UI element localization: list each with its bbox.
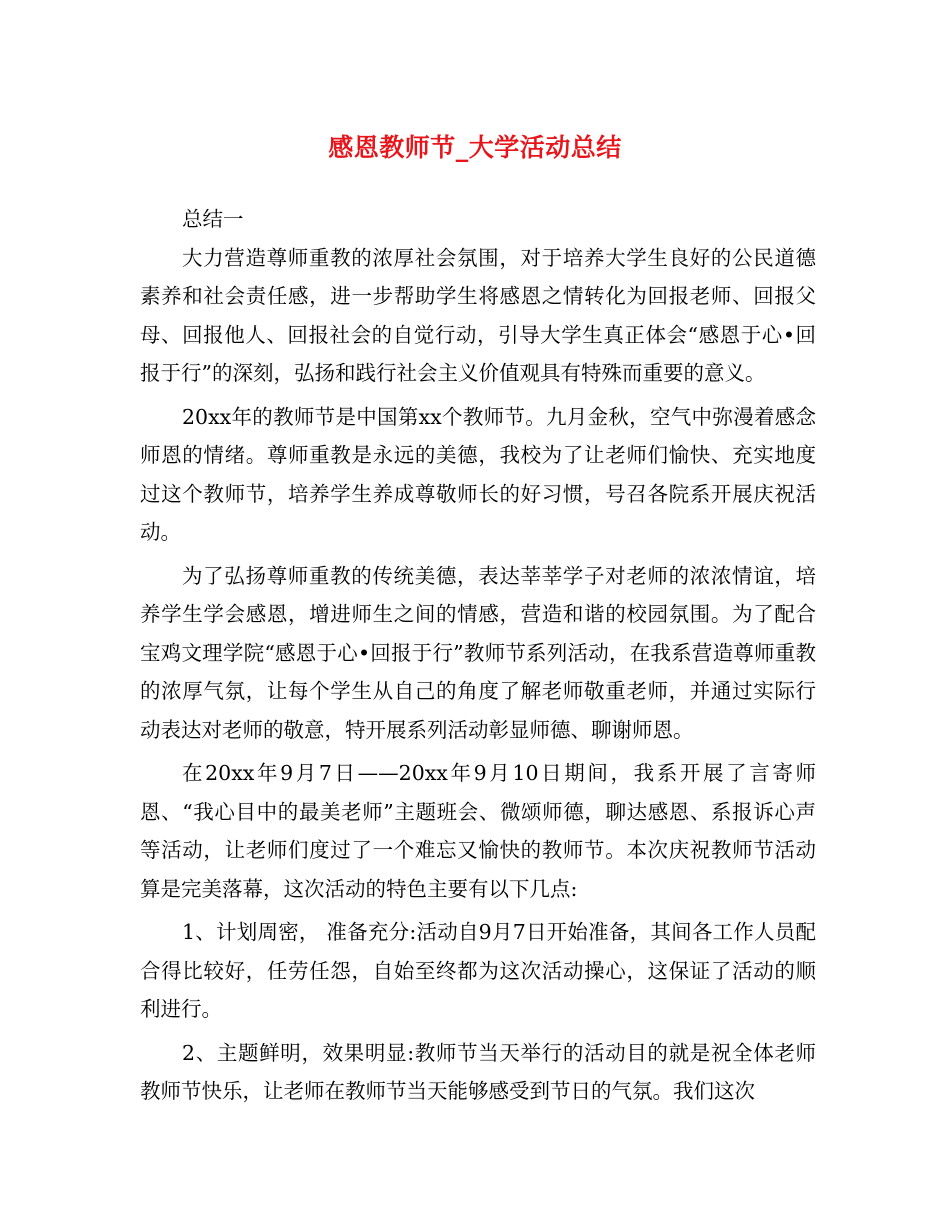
section-label: 总结一 (182, 207, 244, 231)
paragraph-4: 在20xx年9月7日——20xx年9月10日期间，我系开展了言寄师恩、“我心目中的最美老师”主题班会、微颂师德，聊达感恩、系报诉心声等活动，让老师们度过了一个难忘又愉快的教师节。本次庆祝教师节活动算是完美落幕，这次活动的特色主要有以下几点: (140, 761, 816, 901)
paragraph-1: 大力营造尊师重教的浓厚社会氛围，对于培养大学生良好的公民道德素养和社会责任感，进一步帮助学生将感恩之情转化为回报老师、回报父母、回报他人、回报社会的自觉行动，引导大学生真正体会“感恩于心•回报于行”的深刻，弘扬和践行社会主义价值观具有特殊而重要的意义。 (140, 245, 816, 385)
paragraph-6: 2、主题鲜明，效果明显:教师节当天举行的活动目的就是祝全体老师教师节快乐，让老师在教师节当天能够感受到节日的气氛。我们这次 (140, 1040, 816, 1103)
paragraph-3: 为了弘扬尊师重教的传统美德，表达莘莘学子对老师的浓浓情谊，培养学生学会感恩，增进师生之间的情感，营造和谐的校园氛围。为了配合宝鸡文理学院“感恩于心•回报于行”教师节系列活动，在我系营造尊师重教的浓厚气氛，让每个学生从自己的角度了解老师敬重老师，并通过实际行动表达对老师的敬意，特开展系列活动彰显师德、聊谢师恩。 (140, 563, 816, 742)
paragraph-5: 1、计划周密， 准备充分:活动自9月7日开始准备，其间各工作人员配合得比较好，任劳任怨，自始至终都为这次活动操心，这保证了活动的顺利进行。 (140, 920, 816, 1021)
document-body (140, 200, 816, 1116)
document-title: 感恩教师节_大学活动总结 (328, 133, 622, 162)
paragraph-2: 20xx年的教师节是中国第xx个教师节。九月金秋，空气中弥漫着感念师恩的情绪。尊师重教是永远的美德，我校为了让老师们愉快、充实地度过这个教师节，培养学生养成尊敬师长的好习惯，号召各院系开展庆祝活动。 (140, 404, 816, 544)
